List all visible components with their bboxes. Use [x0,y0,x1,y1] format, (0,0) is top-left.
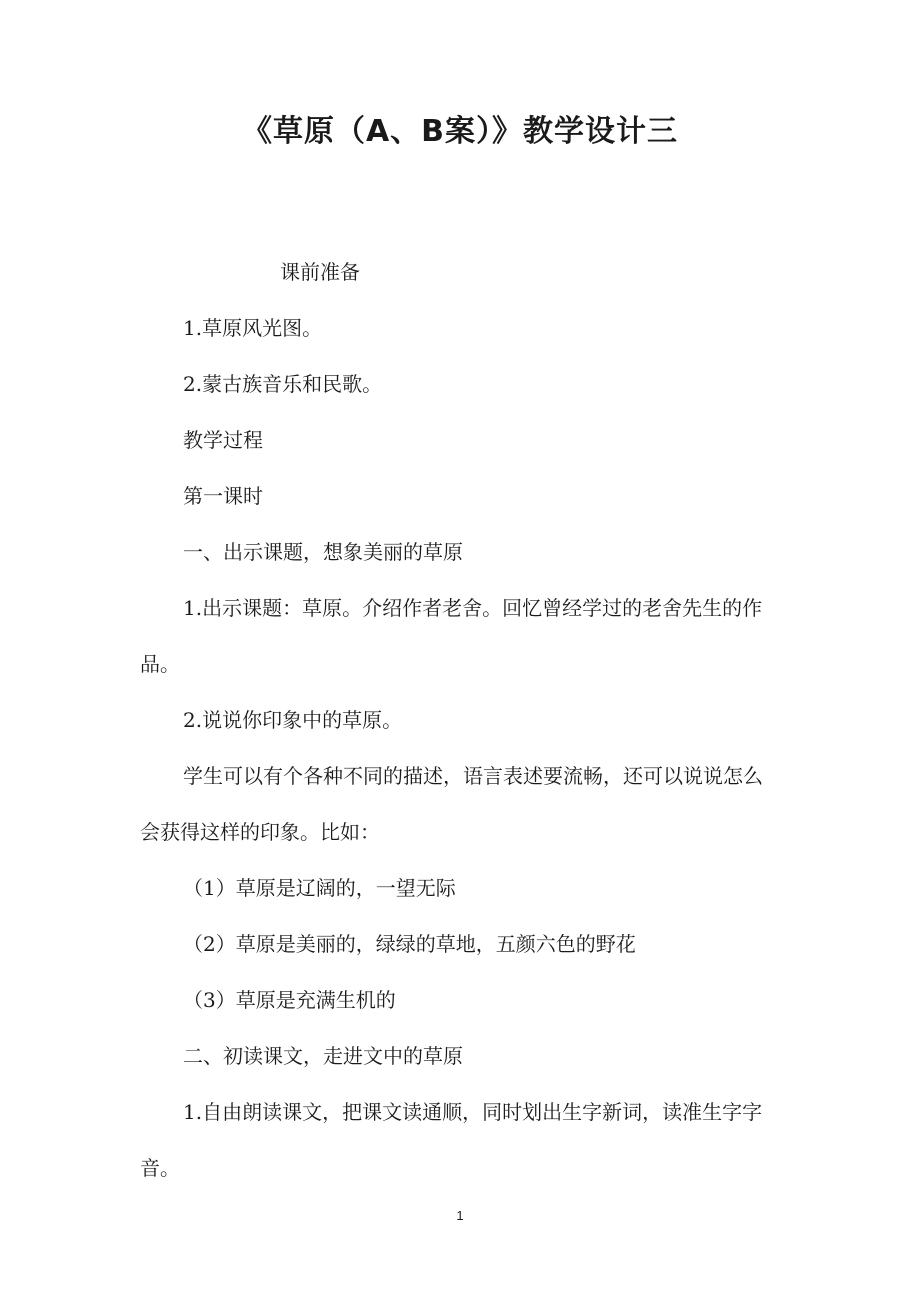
paragraph: （3）草原是充满生机的 [183,988,396,1012]
paragraph: 一、出示课题，想象美丽的草原 [183,540,463,564]
paragraph: 1.草原风光图。 [183,316,323,340]
paragraph: 1.出示课题：草原。介绍作者老舍。回忆曾经学过的老舍先生的作品。 [140,596,763,676]
paragraph: 学生可以有个各种不同的描述，语言表述要流畅，还可以说说怎么会获得这样的印象。比如： [140,764,763,844]
paragraph: 第一课时 [183,484,263,508]
paragraph: 二、初读课文，走进文中的草原 [183,1044,463,1068]
paragraph: 教学过程 [183,428,263,452]
paragraph: 课前准备 [280,260,360,284]
paragraph: （1）草原是辽阔的，一望无际 [183,876,456,900]
page-number: 1 [456,1208,464,1223]
paragraph: 2.蒙古族音乐和民歌。 [183,372,383,396]
document-title: 《草原（A、B案）》教学设计三 [241,114,679,149]
document-body [140,244,782,1196]
paragraph: 2.说说你印象中的草原。 [183,708,403,732]
paragraph: 1.自由朗读课文，把课文读通顺，同时划出生字新词，读准生字字音。 [140,1100,763,1180]
paragraph: （2）草原是美丽的，绿绿的草地，五颜六色的野花 [183,932,636,956]
